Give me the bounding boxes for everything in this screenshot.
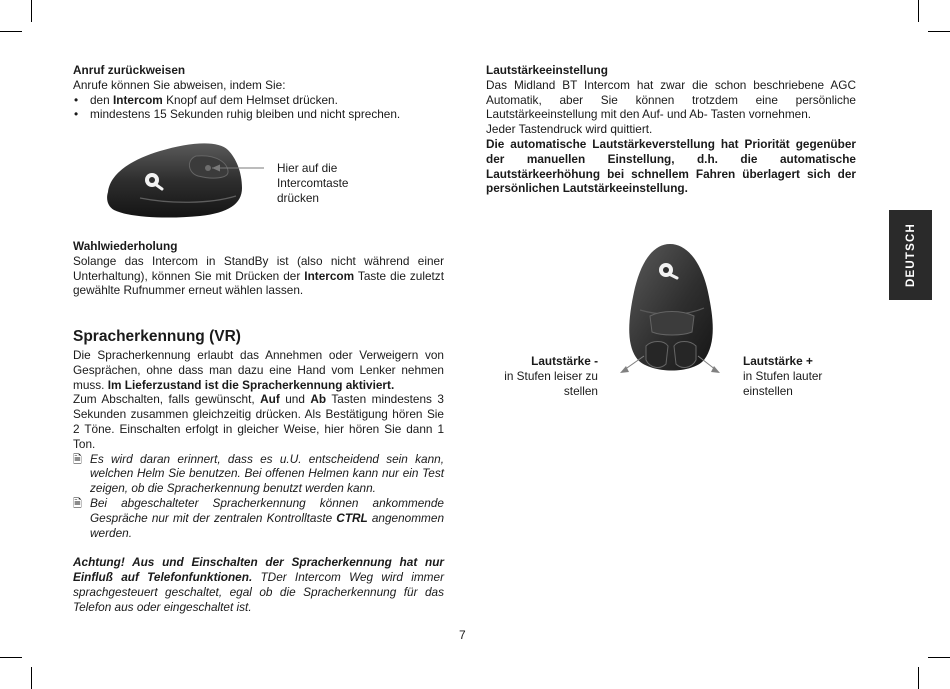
redial-text: Solange das Intercom in StandBy ist (also nicht während einer Unterhaltung), können Sie mit Drücken der Intercom Taste die zuletzt gewählte Rufnummer erneut wählen lassen. xyxy=(73,253,444,298)
volume-title: Lautstärkeeinstellung xyxy=(486,63,608,77)
reject-call-intro: Anrufe können Sie abweisen, indem Sie: xyxy=(73,77,286,92)
reject-call-section xyxy=(73,63,444,122)
page-number: 7 xyxy=(459,628,466,642)
vr-note-1: 🗎 Es wird daran erinnert, dass es u.U. entscheidend sein kann, welchen Helm Sie benutzen. Bei offenen Helmen kann nur ein Test zeigen, ob die Spracherkennung benutzt werden kann. xyxy=(73,451,444,496)
crop-mark xyxy=(31,667,32,689)
volume-section xyxy=(486,63,856,196)
vr-warning: Achtung! Aus und Einschalten der Spracherkennung hat nur Einfluß auf Telefonfunktionen. TDer Intercom Weg wird immer sprachgesteuert geschaltet, egal ob die Spracherkennung für das Telefon aus oder eingeschaltet ist. xyxy=(73,555,444,614)
volume-bold-text: Die automatische Lautstärkeverstellung hat Priorität gegenüber der manuellen Einstellung, d.h. die automatische Lautstärkeerhöhung bei schnellem Fahren überlagert sich der persönlichen Lautstärkeeinstellung. xyxy=(486,136,856,196)
headset-volume-image xyxy=(600,240,740,385)
vr-paragraph-1: Die Spracherkennung erlaubt das Annehmen oder Verweigern von Gesprächen, ohne dass man dazu eine Hand vom Lenker nehmen muss. Im Lieferzustand ist die Spracherkennung aktiviert. xyxy=(73,348,444,392)
crop-mark xyxy=(928,31,950,32)
list-item: • mindestens 15 Sekunden ruhig bleiben und nicht sprechen. xyxy=(73,107,444,122)
intercom-button-caption: Hier auf die Intercomtaste drücken xyxy=(277,161,349,205)
crop-mark xyxy=(0,657,22,658)
volume-up-caption: Lautstärke + in Stufen lauter einstellen xyxy=(743,354,823,398)
headset-device-image xyxy=(100,138,278,223)
redial-title: Wahlwiederholung xyxy=(73,239,178,253)
volume-down-caption: Lautstärke - in Stufen leiser zu stellen xyxy=(504,354,598,398)
crop-mark xyxy=(928,657,950,658)
crop-mark xyxy=(918,0,919,22)
reject-call-title: Anruf zurückweisen xyxy=(73,63,186,77)
crop-mark xyxy=(918,667,919,689)
vr-paragraph-2: Zum Abschalten, falls gewünscht, Auf und Ab Tasten mindestens 3 Sekunden zusammen gleichzeitig drücken. Als Bestätigung hören Sie 2 Töne. Einschalten erfolgt in gleicher Weise, hier hören Sie dann 1 Ton. xyxy=(73,392,444,451)
reject-call-list xyxy=(73,93,444,123)
vr-title: Spracherkennung (VR) xyxy=(73,328,241,345)
crop-mark xyxy=(0,31,22,32)
volume-text: Das Midland BT Intercom hat zwar die schon beschriebene AGC Automatik, aber Sie können trotzdem eine persönliche Lautstärkeeinstellung mit den Auf- und Ab- Tasten vornehmen. xyxy=(486,77,856,122)
language-tab: DEUTSCH xyxy=(889,210,932,300)
vr-note-2: 🗎 Bei abgeschalteter Spracherkennung können ankommende Gespräche nur mit der zentralen Kontrolltaste CTRL angenommen werden. xyxy=(73,495,444,540)
document-note-icon: 🗎 xyxy=(73,497,82,510)
document-note-icon: 🗎 xyxy=(73,453,82,466)
crop-mark xyxy=(31,0,32,22)
list-item: • den Intercom Knopf auf dem Helmset drücken. xyxy=(73,93,444,108)
redial-section xyxy=(73,239,444,298)
voice-recognition-section xyxy=(73,328,444,614)
volume-text-2: Jeder Tastendruck wird quittiert. xyxy=(486,122,653,137)
